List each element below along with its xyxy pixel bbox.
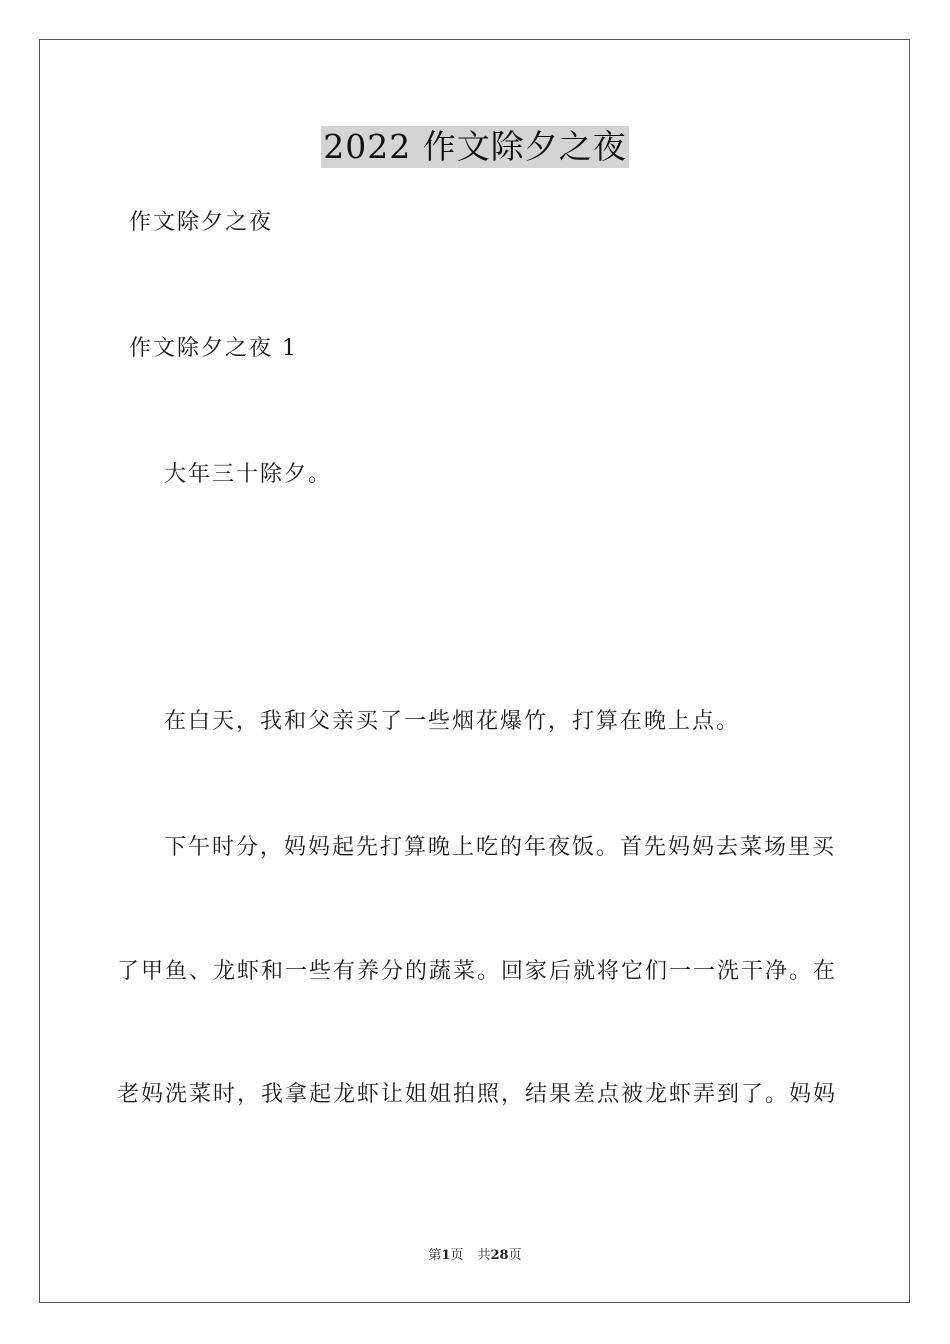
section-heading: 作文除夕之夜 1 [129, 336, 298, 361]
paragraph-3-line-3: 老妈洗菜时，我拿起龙虾让姐姐拍照，结果差点被龙虾弄到了。妈妈 [117, 1082, 838, 1107]
footer-total-suffix: 页 [508, 1248, 522, 1263]
paragraph-2: 在白天，我和父亲买了一些烟花爆竹，打算在晚上点。 [164, 709, 741, 734]
footer-total-prefix: 共 [477, 1248, 491, 1263]
document-subtitle: 作文除夕之夜 [129, 210, 274, 235]
title-container [0, 126, 950, 168]
paragraph-3-line-1: 下午时分，妈妈起先打算晚上吃的年夜饭。首先妈妈去菜场里买 [164, 835, 837, 860]
paragraph-3-line-2: 了甲鱼、龙虾和一些有养分的蔬菜。回家后就将它们一一洗干净。在 [117, 959, 838, 984]
footer-page-prefix: 第 [428, 1248, 442, 1263]
footer-total-pages: 28 [490, 1248, 509, 1263]
page-footer [0, 1246, 950, 1266]
paragraph-1: 大年三十除夕。 [164, 462, 333, 487]
footer-page-suffix: 页 [450, 1248, 464, 1263]
footer-page-number: 1 [441, 1248, 451, 1263]
document-title: 2022 作文除夕之夜 [323, 127, 627, 166]
